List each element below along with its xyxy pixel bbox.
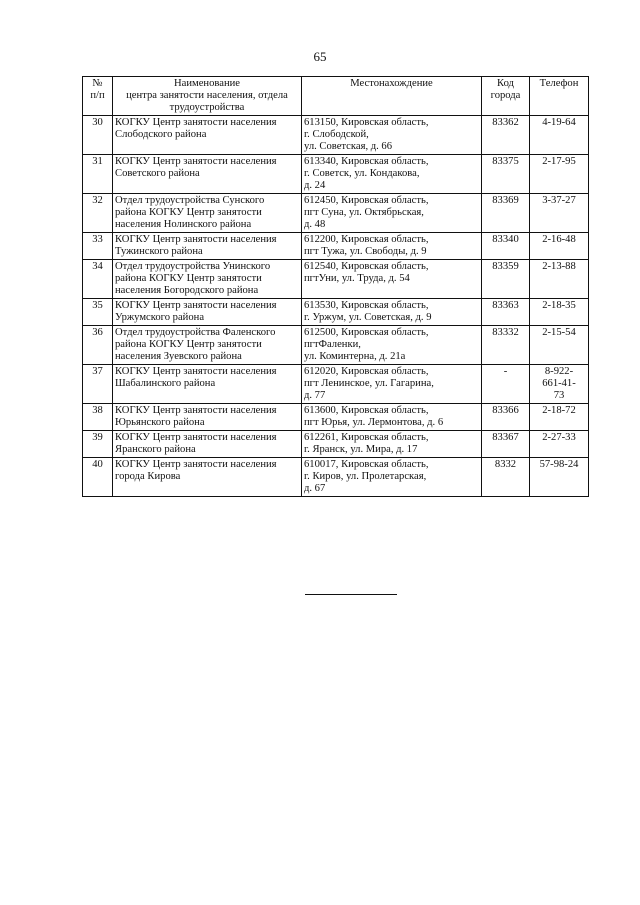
location-cell: 613340, Кировская область, г. Советск, ул. Кондакова, д. 24 <box>302 155 482 194</box>
row-number-cell: 34 <box>83 260 113 299</box>
city-code-cell: 83362 <box>482 116 530 155</box>
phone-cell: 2-13-88 <box>530 260 589 299</box>
location-cell: 612450, Кировская область, пгт Суна, ул. Октябрьская, д. 48 <box>302 194 482 233</box>
city-code-cell: 83375 <box>482 155 530 194</box>
table-header-row <box>83 77 589 116</box>
phone-cell: 4-19-64 <box>530 116 589 155</box>
row-number-cell: 30 <box>83 116 113 155</box>
location-cell: 612500, Кировская область, пгтФаленки, ул. Коминтерна, д. 21а <box>302 326 482 365</box>
center-name-cell: КОГКУ Центр занятости населения Юрьянского района <box>113 404 302 431</box>
location-cell: 612261, Кировская область, г. Яранск, ул. Мира, д. 17 <box>302 431 482 458</box>
city-code-cell: 83332 <box>482 326 530 365</box>
column-header-location: Местонахождение <box>302 77 482 116</box>
table-row <box>83 116 589 155</box>
location-cell: 613150, Кировская область, г. Слободской, ул. Советская, д. 66 <box>302 116 482 155</box>
center-name-cell: КОГКУ Центр занятости населения Уржумского района <box>113 299 302 326</box>
table-row <box>83 365 589 404</box>
city-code-cell: 83369 <box>482 194 530 233</box>
center-name-cell: КОГКУ Центр занятости населения Шабалинского района <box>113 365 302 404</box>
row-number-cell: 39 <box>83 431 113 458</box>
city-code-cell: 83363 <box>482 299 530 326</box>
row-number-cell: 36 <box>83 326 113 365</box>
location-cell: 612540, Кировская область, пгтУни, ул. Труда, д. 54 <box>302 260 482 299</box>
page-number: 65 <box>313 49 327 64</box>
footer-divider-line <box>305 594 397 595</box>
column-header-city-code: Код города <box>482 77 530 116</box>
row-number-cell: 35 <box>83 299 113 326</box>
row-number-cell: 32 <box>83 194 113 233</box>
table-row <box>83 233 589 260</box>
center-name-cell: КОГКУ Центр занятости населения Слободского района <box>113 116 302 155</box>
location-cell: 613600, Кировская область, пгт Юрья, ул. Лермонтова, д. 6 <box>302 404 482 431</box>
employment-centers-table <box>82 76 589 497</box>
center-name-cell: КОГКУ Центр занятости населения Тужинского района <box>113 233 302 260</box>
city-code-cell: 83367 <box>482 431 530 458</box>
city-code-cell: 83340 <box>482 233 530 260</box>
center-name-cell: Отдел трудоустройства Сунского района КОГКУ Центр занятости населения Нолинского района <box>113 194 302 233</box>
row-number-cell: 31 <box>83 155 113 194</box>
location-cell: 612020, Кировская область, пгт Ленинское, ул. Гагарина, д. 77 <box>302 365 482 404</box>
center-name-cell: Отдел трудоустройства Унинского района КОГКУ Центр занятости населения Богородского района <box>113 260 302 299</box>
location-cell: 610017, Кировская область, г. Киров, ул. Пролетарская, д. 67 <box>302 458 482 497</box>
city-code-cell: 83359 <box>482 260 530 299</box>
column-header-phone: Телефон <box>530 77 589 116</box>
row-number-cell: 38 <box>83 404 113 431</box>
row-number-cell: 40 <box>83 458 113 497</box>
table-row <box>83 260 589 299</box>
center-name-cell: КОГКУ Центр занятости населения Советского района <box>113 155 302 194</box>
location-cell: 612200, Кировская область, пгт Тужа, ул. Свободы, д. 9 <box>302 233 482 260</box>
column-header-number: № п/п <box>83 77 113 116</box>
phone-cell: 2-17-95 <box>530 155 589 194</box>
phone-cell: 2-18-72 <box>530 404 589 431</box>
table-row <box>83 194 589 233</box>
city-code-cell: 83366 <box>482 404 530 431</box>
table-row <box>83 458 589 497</box>
center-name-cell: Отдел трудоустройства Фаленского района КОГКУ Центр занятости населения Зуевского района <box>113 326 302 365</box>
phone-cell: 2-16-48 <box>530 233 589 260</box>
phone-cell: 8-922- 661-41- 73 <box>530 365 589 404</box>
row-number-cell: 33 <box>83 233 113 260</box>
table-row <box>83 404 589 431</box>
table-row <box>83 326 589 365</box>
table-row <box>83 299 589 326</box>
city-code-cell: 8332 <box>482 458 530 497</box>
phone-cell: 3-37-27 <box>530 194 589 233</box>
table-row <box>83 431 589 458</box>
column-header-name: Наименование центра занятости населения, отдела трудоустройства <box>113 77 302 116</box>
table-row <box>83 155 589 194</box>
location-cell: 613530, Кировская область, г. Уржум, ул. Советская, д. 9 <box>302 299 482 326</box>
center-name-cell: КОГКУ Центр занятости населения Яранского района <box>113 431 302 458</box>
row-number-cell: 37 <box>83 365 113 404</box>
phone-cell: 2-18-35 <box>530 299 589 326</box>
phone-cell: 2-27-33 <box>530 431 589 458</box>
city-code-cell: - <box>482 365 530 404</box>
center-name-cell: КОГКУ Центр занятости населения города Кирова <box>113 458 302 497</box>
phone-cell: 2-15-54 <box>530 326 589 365</box>
phone-cell: 57-98-24 <box>530 458 589 497</box>
